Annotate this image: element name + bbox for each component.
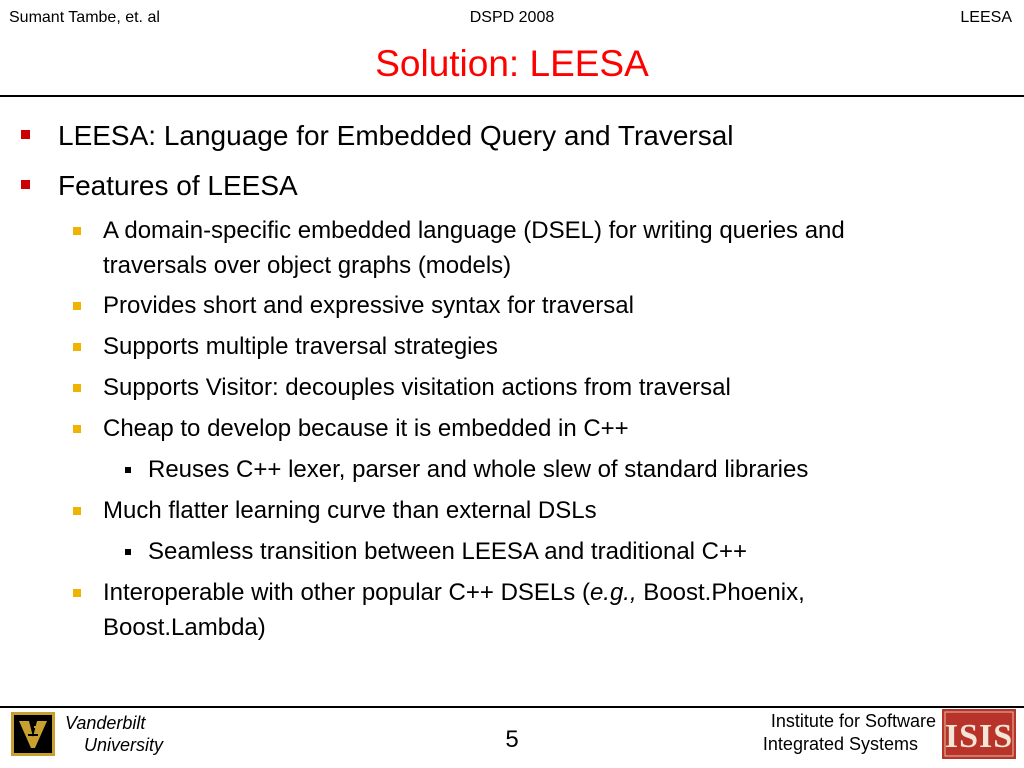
title-divider — [0, 95, 1024, 97]
sub-bullet-item — [103, 494, 597, 528]
sub-bullet-text-part: Boost.Phoenix, — [636, 579, 805, 606]
sub-bullet-text-part: Interoperable with other popular C++ DSELs ( — [103, 579, 590, 606]
sub-bullet-item — [103, 214, 845, 248]
bullet-item — [58, 119, 734, 153]
integrated-systems-label: Integrated Systems — [762, 734, 918, 754]
sub-bullet-text: Supports Visitor: decouples visitation actions from traversal — [103, 374, 731, 401]
isis-logo — [942, 709, 1016, 759]
sub-bullet-text: A domain-specific embedded language (DSEL) for writing queries and — [103, 217, 845, 244]
sub-sub-bullet-marker — [125, 549, 131, 555]
institute-label: Institute for Software — [770, 711, 936, 731]
sub-bullet-text: Supports multiple traversal strategies — [103, 333, 498, 360]
sub-bullet-continuation — [103, 249, 511, 283]
sub-bullet-marker — [73, 507, 81, 515]
sub-bullet-item — [103, 289, 634, 323]
sub-bullet-marker — [73, 589, 81, 597]
header-conference: DSPD 2008 — [469, 9, 555, 26]
bullet-marker — [21, 130, 30, 139]
bullet-item — [58, 169, 298, 203]
sub-bullet-text: Boost.Lambda) — [103, 614, 266, 641]
sub-bullet-continuation — [103, 611, 266, 645]
bullet-text: Features of LEESA — [58, 170, 298, 201]
sub-sub-bullet-text: Seamless transition between LEESA and traditional C++ — [148, 538, 748, 565]
sub-sub-bullet-text: Reuses C++ lexer, parser and whole slew of standard libraries — [148, 456, 809, 483]
sub-bullet-item — [103, 576, 805, 610]
isis-logo-text: ISIS — [944, 718, 1014, 755]
sub-bullet-marker — [73, 302, 81, 310]
sub-bullet-text: Cheap to develop because it is embedded in C++ — [103, 415, 629, 442]
sub-bullet-text: Provides short and expressive syntax for traversal — [103, 292, 634, 319]
sub-bullet-text: Much flatter learning curve than external DSLs — [103, 497, 597, 524]
isis-logo-icon — [942, 709, 1016, 759]
slide-title: Solution: LEESA — [375, 43, 649, 84]
bullet-marker — [21, 180, 30, 189]
sub-bullet-item — [103, 412, 629, 446]
sub-bullet-item — [103, 371, 731, 405]
sub-bullet-text: traversals over object graphs (models) — [103, 252, 512, 279]
page-number: 5 — [505, 726, 519, 753]
sub-bullet-marker — [73, 425, 81, 433]
university-label: University — [84, 735, 164, 755]
sub-bullet-item — [103, 330, 498, 364]
sub-bullet-marker — [73, 227, 81, 235]
sub-sub-bullet-marker — [125, 467, 131, 473]
sub-bullet-marker — [73, 384, 81, 392]
sub-bullet-text — [103, 579, 805, 606]
sub-bullet-text-emphasis: e.g., — [589, 579, 637, 606]
sub-bullet-marker — [73, 343, 81, 351]
footer-divider — [0, 706, 1024, 708]
vanderbilt-label: Vanderbilt — [65, 713, 146, 733]
bullet-text: LEESA: Language for Embedded Query and Traversal — [58, 120, 734, 151]
sub-sub-bullet-item — [148, 535, 747, 569]
sub-sub-bullet-item — [148, 453, 808, 487]
header-author: Sumant Tambe, et. al — [9, 9, 160, 26]
header-topic: LEESA — [960, 9, 1012, 26]
